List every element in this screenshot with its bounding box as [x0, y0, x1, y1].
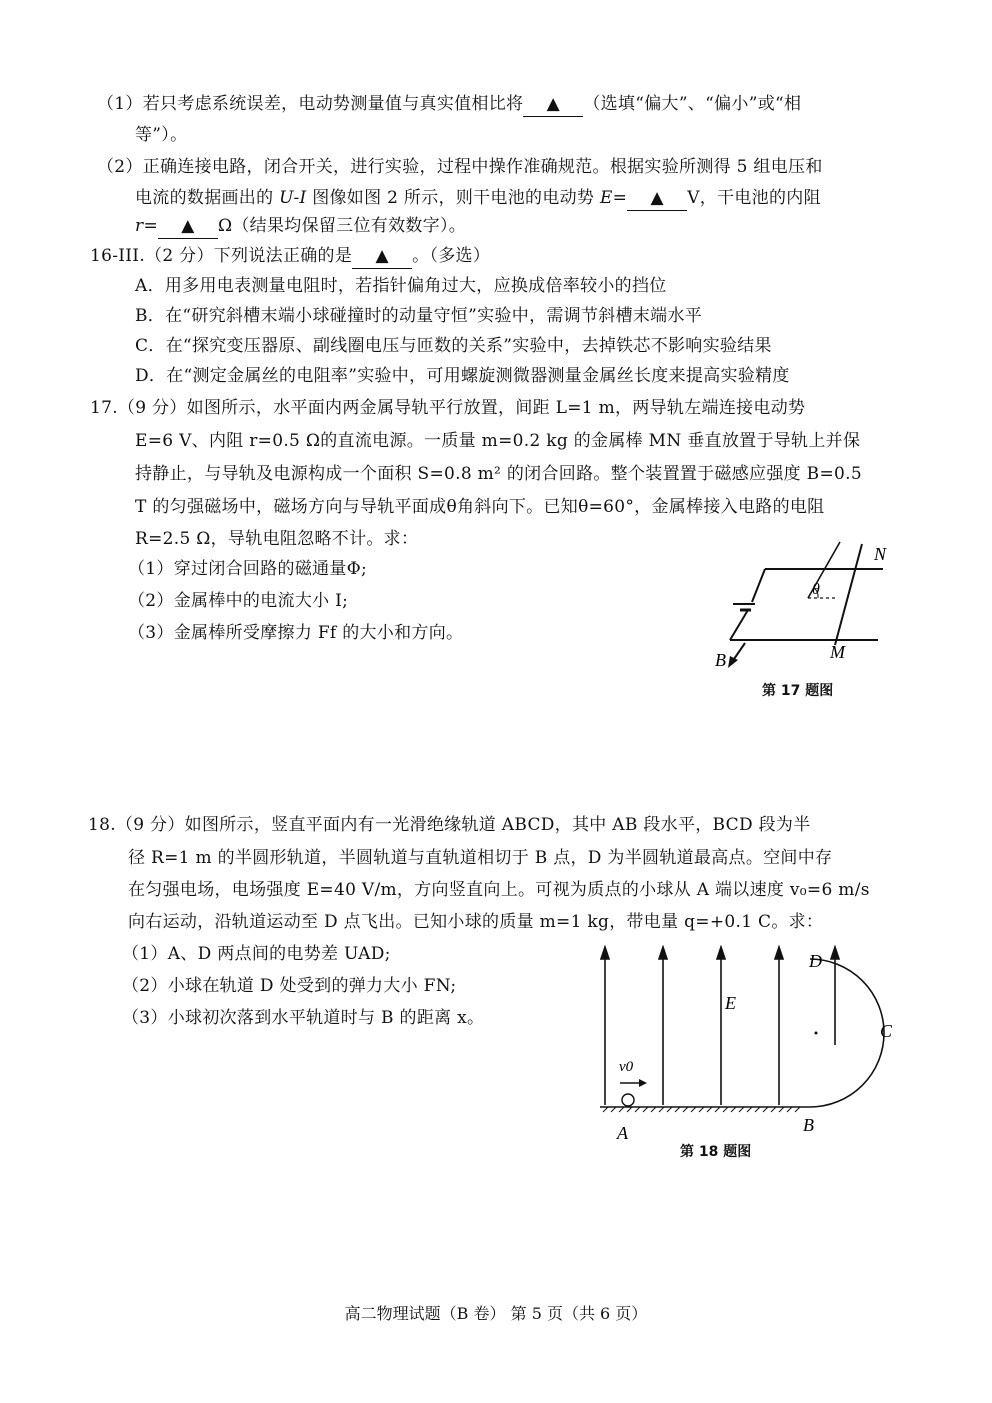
b-arrow-head	[728, 656, 738, 668]
label-n: N	[874, 544, 887, 564]
text: V，干电池的内阻	[687, 188, 821, 208]
blank-mark: ▲	[650, 188, 664, 208]
q16-part1-line2	[135, 123, 187, 147]
ball	[622, 1094, 634, 1106]
label-a: A	[617, 1123, 628, 1143]
q17-line4: T 的匀强磁场中，磁场方向与导轨平面成θ角斜向下。已知θ=60°，金属棒接入电路的电阻	[135, 497, 825, 517]
q18-line1: 18.（9 分）如图所示，竖直平面内有一光滑绝缘轨道 ABCD，其中 AB 段水平，BCD 段为半	[88, 815, 811, 835]
blank-mark: ▲	[546, 94, 561, 114]
text: 电流的数据画出的	[135, 188, 280, 208]
q16-part2-line3	[135, 214, 466, 239]
text: 图像如图 2 所示，则干电池的电动势	[306, 188, 600, 208]
semicircle-track	[810, 959, 884, 1107]
left-wire	[752, 569, 765, 602]
e-symbol: E	[599, 188, 613, 208]
label-m: M	[830, 642, 845, 662]
q18-line2: 径 R=1 m 的半圆形轨道，半圆轨道与直轨道相切于 B 点，D 为半圆轨道最高点。空间中存	[128, 848, 833, 868]
text: =	[612, 188, 628, 208]
metal-rod-mn	[835, 544, 862, 645]
text: （2）正确连接电路，闭合开关，进行实验，过程中操作准确规范。根据实验所测得 5 组电压和	[97, 157, 823, 177]
label-d: D	[809, 951, 822, 971]
q18-line4: 向右运动，沿轨道运动至 D 点飞出。已知小球的质量 m=1 kg，带电量 q=+0.1 C。求：	[128, 912, 824, 932]
q16-part1-line1	[97, 92, 801, 117]
answer-blank-r[interactable]	[158, 214, 218, 239]
velocity-arrow-head	[639, 1079, 647, 1087]
q16-part2-line2	[135, 186, 821, 211]
label-theta: θ	[812, 581, 820, 598]
semicircle-center	[815, 1032, 818, 1035]
q17-sub1: （1）穿过闭合回路的磁通量Φ;	[128, 559, 367, 579]
left-wire	[730, 610, 748, 640]
ui-symbol: U-I	[279, 188, 307, 208]
text: =	[143, 216, 158, 236]
r-symbol: r	[135, 216, 144, 236]
text: （选填“偏大”、“偏小”或“相	[583, 94, 802, 114]
text: 。（多选）	[412, 246, 491, 266]
q18-line3: 在匀强电场，电场强度 E=40 V/m，方向竖直向上。可视为质点的小球从 A 端以速度 v₀=6 m/s	[128, 880, 870, 900]
label-c: C	[880, 1021, 893, 1041]
text: 等”）。	[135, 125, 188, 145]
q18-sub1: （1）A、D 两点间的电势差 UAD;	[122, 944, 391, 964]
q17-line1: 17.（9 分）如图所示，水平面内两金属导轨平行放置，间距 L=1 m，两导轨左端连接电动势	[90, 398, 806, 418]
label-b: B	[715, 650, 726, 670]
q16-option-b: B．在“研究斜槽末端小球碰撞时的动量守恒”实验中，需调节斜槽末端水平	[135, 306, 703, 326]
text: （1）若只考虑系统误差，电动势测量值与真实值相比将	[97, 94, 524, 114]
text: 16-III.（2 分）下列说法正确的是	[90, 246, 353, 266]
text: Ω（结果均保留三位有效数字）。	[217, 216, 467, 236]
q16-option-d: D．在“测定金属丝的电阻率”实验中，可用螺旋测微器测量金属丝长度来提高实验精度	[135, 366, 790, 386]
answer-blank-iii[interactable]	[352, 244, 412, 269]
blank-mark: ▲	[375, 246, 389, 266]
q16-option-a: A．用多用电表测量电阻时，若指针偏角过大，应换成倍率较小的挡位	[135, 276, 667, 296]
answer-blank[interactable]	[523, 92, 583, 117]
page-footer: 高二物理试题（B 卷） 第 5 页（共 6 页）	[344, 1304, 648, 1323]
electric-field-lines	[601, 947, 839, 1105]
figure-17-rails-diagram	[700, 538, 910, 678]
q17-sub2: （2）金属棒中的电流大小 I;	[128, 591, 349, 611]
answer-blank-emf[interactable]	[627, 186, 687, 211]
blank-mark: ▲	[181, 216, 195, 236]
q18-sub2: （2）小球在轨道 D 处受到的弹力大小 FN;	[122, 976, 457, 996]
q16-iii-stem	[90, 244, 490, 269]
q17-sub3: （3）金属棒所受摩擦力 Ff 的大小和方向。	[128, 623, 464, 643]
q16-part2-line1	[97, 155, 823, 179]
label-e: E	[725, 993, 736, 1013]
label-b: B	[803, 1115, 814, 1135]
label-v0: v0	[619, 1059, 634, 1075]
q18-sub3: （3）小球初次落到水平轨道时与 B 的距离 x。	[122, 1008, 485, 1028]
q16-option-c: C．在“探究变压器原、副线圈电压与匝数的关系”实验中，去掉铁芯不影响实验结果	[135, 336, 772, 356]
figure-17-caption: 第 17 题图	[762, 683, 834, 699]
q17-line5: R=2.5 Ω，导轨电阻忽略不计。求：	[135, 529, 419, 549]
figure-18-caption: 第 18 题图	[680, 1144, 752, 1160]
q17-line2: E=6 V、内阻 r=0.5 Ω的直流电源。一质量 m=0.2 kg 的金属棒 MN 垂直放置于导轨上并保	[135, 431, 861, 451]
q17-line3: 持静止，与导轨及电源构成一个面积 S=0.8 m² 的闭合回路。整个装置置于磁感应强度 B=0.5	[135, 464, 862, 484]
figure-18-track-diagram	[595, 945, 905, 1145]
